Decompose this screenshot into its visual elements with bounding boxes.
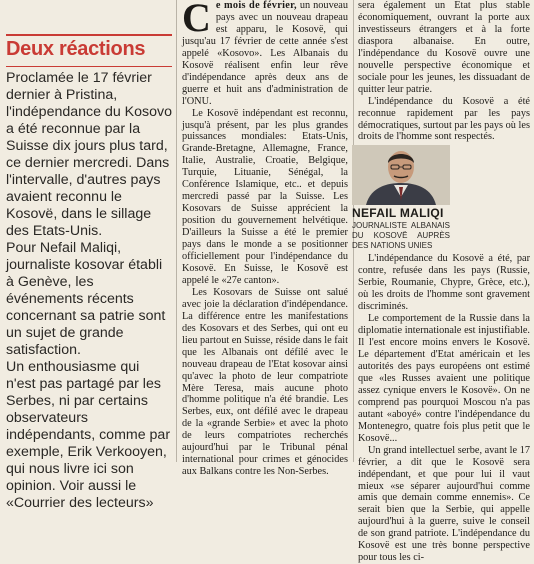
article-paragraph-4: sera également un Etat plus stable économiquement, ouvrant la porte aux investisseurs étrangers et à la forte diaspora albanaise. En outre, l'indépendance du Kosovë ouvre une nouvelle perspective économique et sociale pour les jeunes, les dissuadant de quitter leur patrie. xyxy=(358,0,530,95)
lead-paragraph: Un enthousiasme qui n'est pas partagé par les Serbes, ni par certains observateurs indépendants, comme par exemple, Erik Verkooyen, qui nous livre ici son opinion. Voir aussi le «Courrier des lecteurs» xyxy=(6,359,171,511)
article-column-middle xyxy=(182,0,349,478)
portrait-illustration-icon xyxy=(352,145,450,205)
lead-paragraph: Pour Nefail Maliqi, journaliste kosovar établi à Genève, les événements récents concernant sa patrie sont un sujet de grande satisfaction. xyxy=(6,240,166,358)
author-photo xyxy=(352,145,450,205)
column-divider xyxy=(176,0,177,462)
author-portrait-box xyxy=(352,145,450,251)
headline-top-rule xyxy=(6,34,172,36)
author-caption: JOURNALISTE ALBANAIS DU KOSOVË AUPRÈS DES NATIONS UNIES xyxy=(352,221,450,251)
article-paragraph-6: L'indépendance du Kosovë a été, par contre, refusée dans les pays (Russie, Serbie, Roumanie, Chypre, Grèce, etc.), où les droits de l'homme sont gravement discriminés. xyxy=(358,253,530,313)
article-paragraph-7: Le comportement de la Russie dans la diplomatie internationale est injustifiable. Il l'est encore moins envers le Kosovë. Le département d'Etat américain et les autorités des pays européens ont estimé que «les Russes avaient une politique assez cynique envers le Kosovë». On ne comprend pas pourquoi Moscou n'a pas autant «aboyé» contre l'indépendance du Montenegro, quatre fois plus petit que le Kosovë... xyxy=(358,313,530,444)
article-paragraph-1 xyxy=(182,0,348,108)
paragraph-text: un nouveau pays avec un nouveau drapeau est apparu, le Kosovë, qui jusqu'au 17 février de cette année s'est appelé «Kosovo». Les Albanais du Kosovë réalisent enfin leur rêve d'indépendance après deux ans de guerre et huit ans d'administration de l'ONU. xyxy=(182,0,349,107)
lead-paragraph: Proclamée le 17 février dernier à Pristina, l'indépendance du Kosovo a été reconnue par la Suisse dix jours plus tard, ce dernier mercredi. Dans l'intervalle, d'autres pays avaient reconnu le Kosovë, dans le sillage des Etats-Unis. xyxy=(6,70,172,239)
lead-text xyxy=(6,70,172,512)
article-paragraph-2: Le Kosovë indépendant est reconnu, jusqu'à présent, par les plus grandes puissances mondiales: Etats-Unis, Grande-Bretagne, Allemagne, France, Italie, Australie, Croatie, Belgique, Turquie, Lituanie, Sénégal, la Conférence Islamique, etc.. et depuis mercredi passé par la Suisse. Les Kosovars de Suisse apprécient la position du gouvernement helvétique. D'ailleurs la Suisse a été le premier pays dans le monde a se positionner officiellement pour l'indépendance du Kosovë. En Suisse, le Kosovë est appelé le «27e canton». xyxy=(182,107,348,286)
author-name: NEFAIL MALIQI xyxy=(352,206,444,221)
article-paragraph-3: Les Kosovars de Suisse ont salué avec joie la déclaration d'indépendance. La différence entre les manifestations des Kosovars et des Serbes, qui ont eu lieu partout en Suisse, réside dans le fait que les Albanais ont défilé avec le nouveau drapeau de l'Etat kosovar ainsi qu'avec la photo de leur compatriote Mère Teresa, mais aucune photo d'homme politique n'a été brandie. Les Serbes, eux, ont défilé avec le drapeau de la «grande Serbie» et avec la photo de leurs compatriotes recherchés aujourd'hui par le Tribunal pénal international pour crimes et génocides aux Balkans contre les Non-Serbes. xyxy=(182,286,348,478)
article-paragraph-5: L'indépendance du Kosovë a été reconnue rapidement par les pays démocratiques, surtout par les pays où les droits de l'homme sont respectés. xyxy=(358,95,530,143)
opening-words: e mois de février, xyxy=(215,0,297,11)
article-paragraph-8: Un grand intellectuel serbe, avant le 17 février, a dit que le Kosovë sera indépendant, et que pour lui il vaut mieux «se séparer aujourd'hui comme amis que demain comme ennemis». Ce serait bien que la Serbie, qui appelle aujourd'hui à la guerre, suive le conseil de son grand patriote. L'indépendance du Kosovë est une très bonne perspective pour tous les ci- xyxy=(358,444,530,564)
article-column-right xyxy=(352,0,530,564)
headline: Deux réactions xyxy=(6,38,146,60)
dropcap: C xyxy=(182,0,211,40)
lead-column xyxy=(6,0,172,511)
headline-bottom-rule xyxy=(6,66,172,67)
